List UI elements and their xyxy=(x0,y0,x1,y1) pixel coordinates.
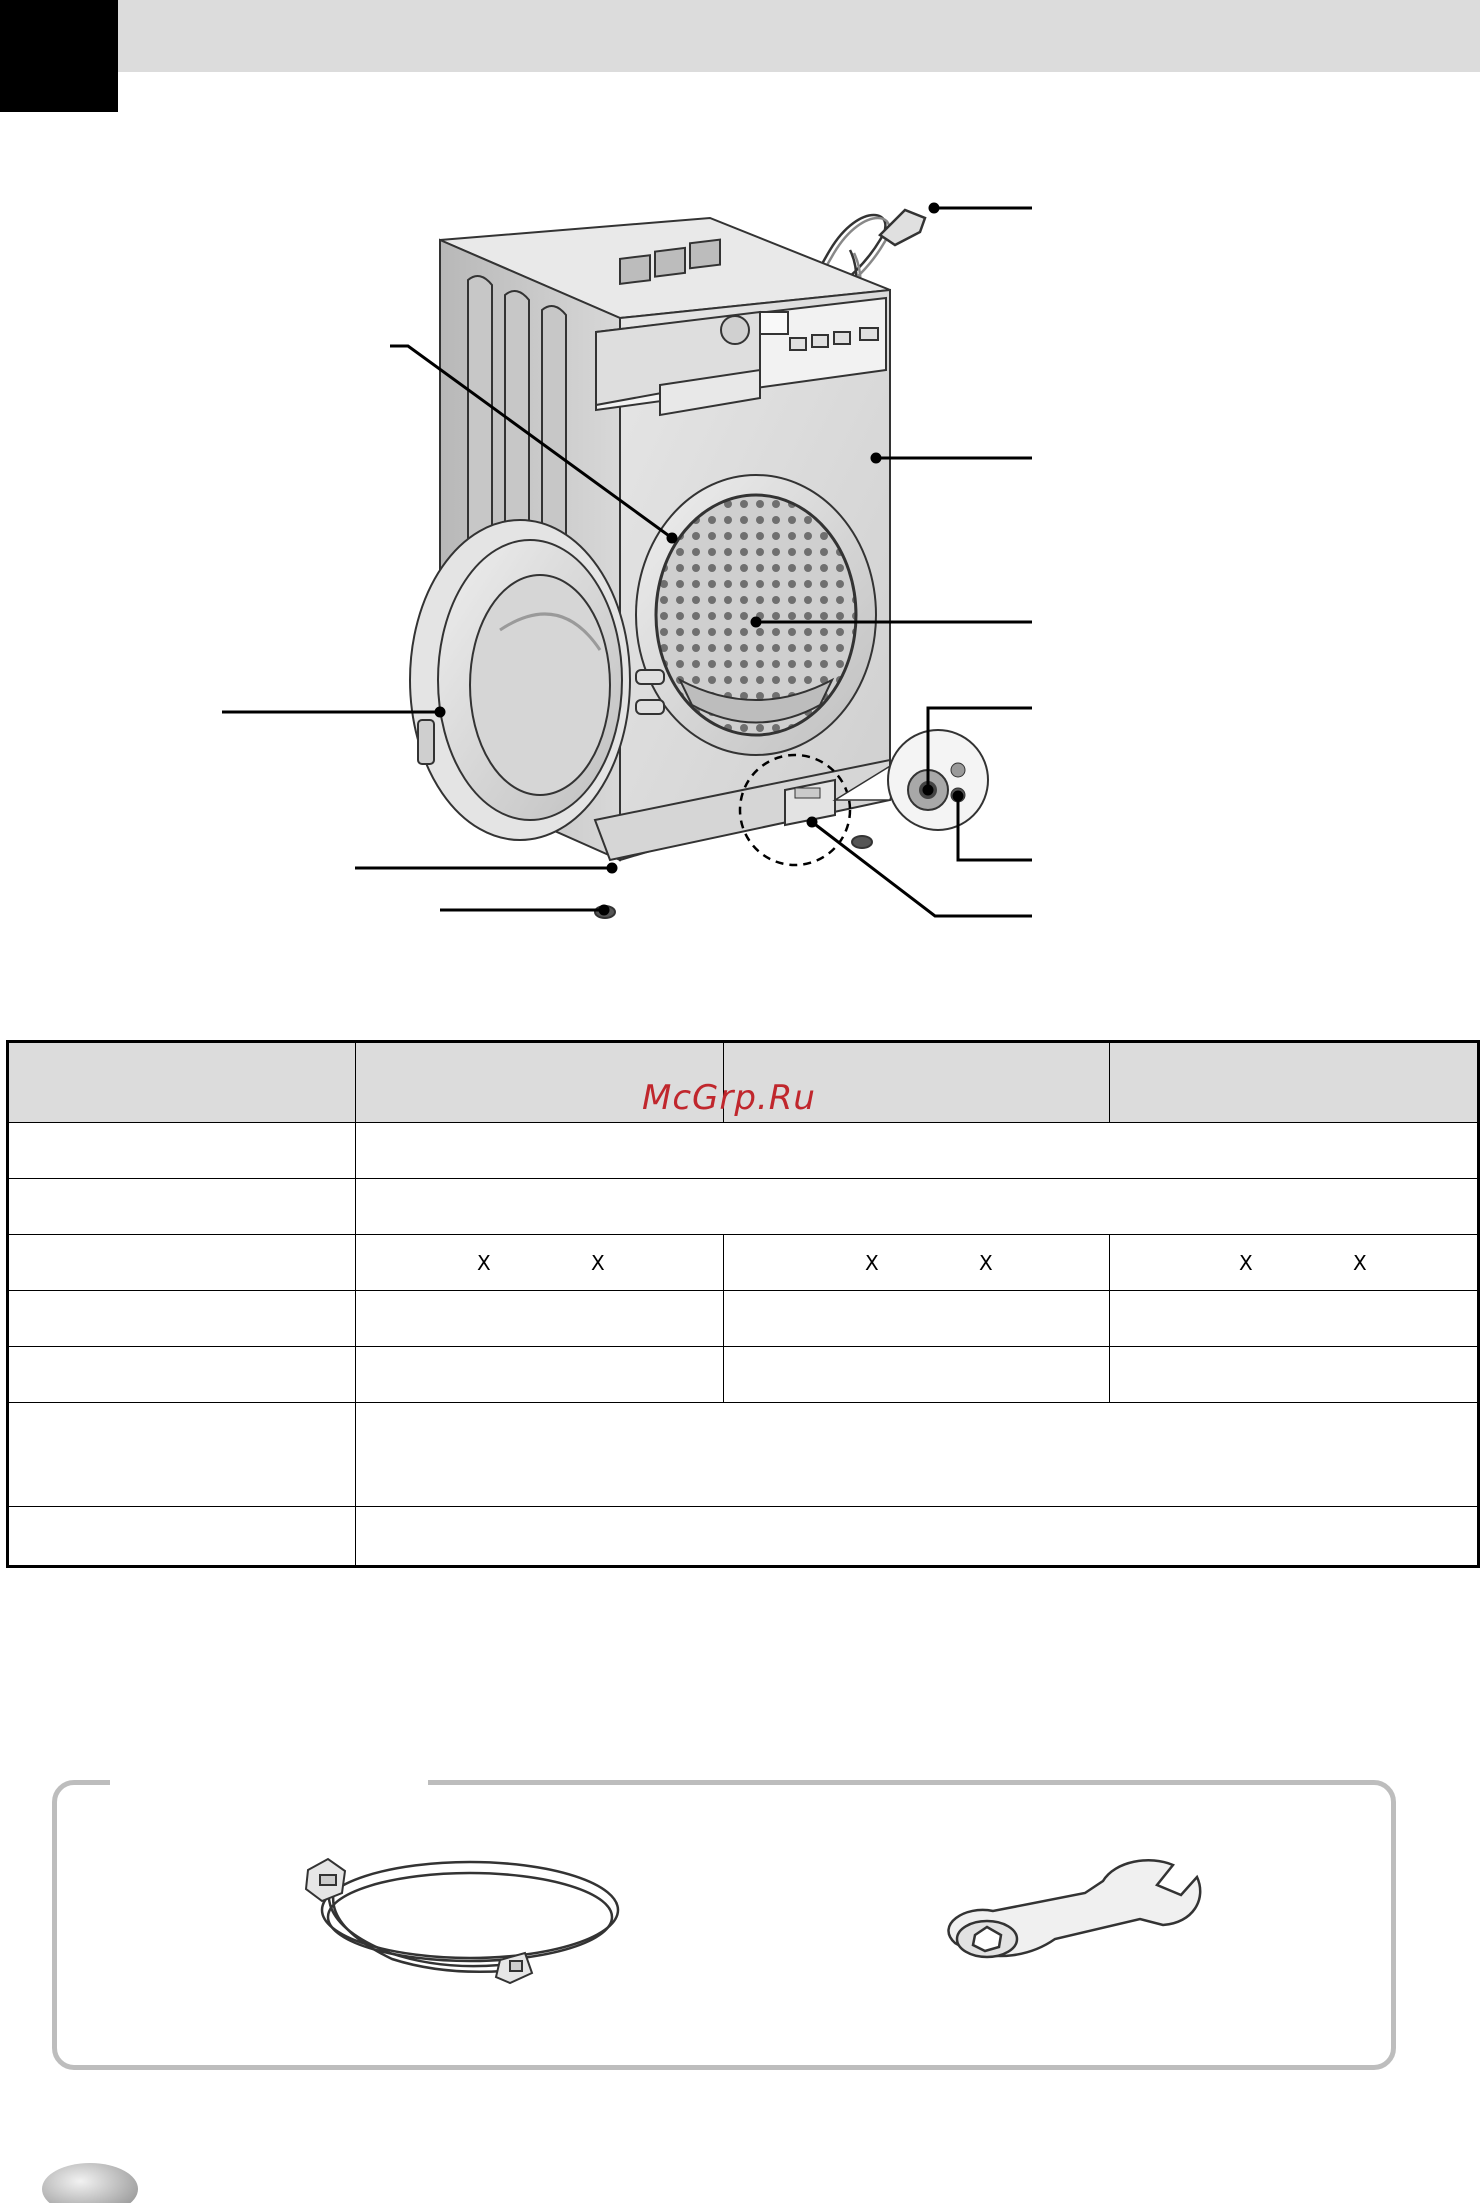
drum xyxy=(636,475,876,755)
dimension-separator: X xyxy=(1353,1250,1367,1275)
table-row xyxy=(9,1403,1477,1507)
accessories-title-gap xyxy=(110,1776,428,1788)
washing-machine-figure xyxy=(0,160,1480,960)
door xyxy=(410,520,630,840)
dimension-separator: X xyxy=(1239,1250,1253,1275)
dimension-separator: X xyxy=(979,1250,993,1275)
section-header-band xyxy=(118,0,1480,72)
dimension-separator: X xyxy=(865,1250,879,1275)
specification-table xyxy=(6,1040,1480,1568)
watermark: McGrp.Ru xyxy=(642,1078,816,1118)
washing-machine-illustration xyxy=(0,160,1480,960)
table-row xyxy=(9,1291,1477,1347)
spanner-icon xyxy=(935,1855,1215,1975)
dimension-separator: X xyxy=(591,1250,605,1275)
table-row xyxy=(9,1507,1477,1565)
table-row-dimensions xyxy=(9,1235,1477,1291)
inlet-hose-icon xyxy=(300,1835,640,2015)
page-number-oval xyxy=(40,2160,140,2203)
table-row xyxy=(9,1123,1477,1179)
table-row xyxy=(9,1179,1477,1235)
section-tab xyxy=(0,0,118,112)
dimension-separator: X xyxy=(477,1250,491,1275)
table-row xyxy=(9,1347,1477,1403)
